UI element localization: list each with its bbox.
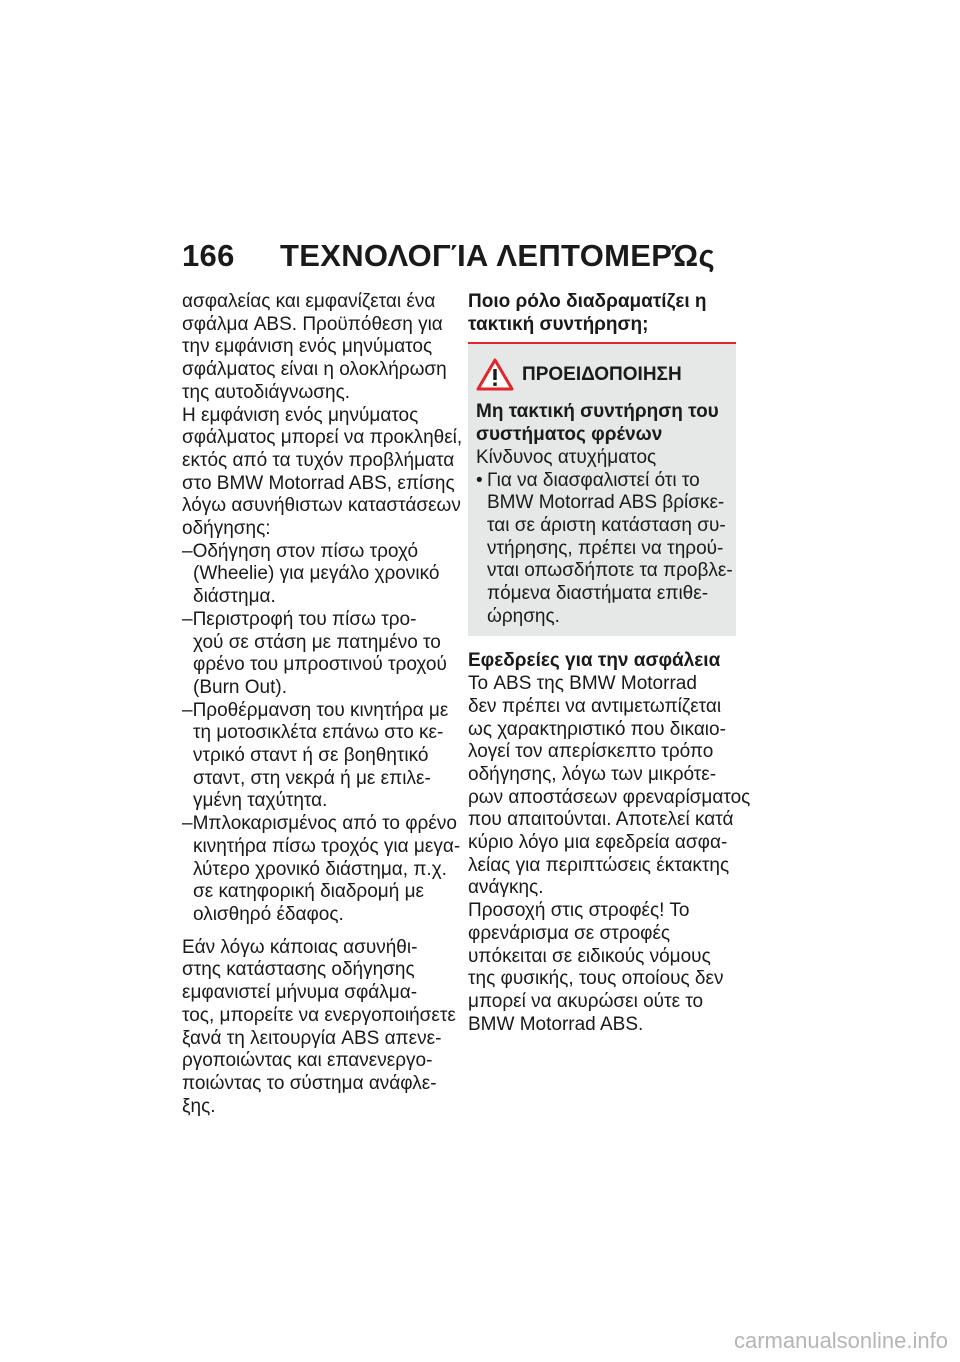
bullet-dot: • <box>476 469 483 491</box>
warning-title <box>476 401 728 446</box>
text-line: στης κατάστασης οδήγησης <box>182 959 415 981</box>
warning-box <box>468 344 736 636</box>
text-line: ολισθηρό έδαφος. <box>193 903 344 925</box>
section-heading: Εφεδρείες για την ασφάλεια <box>468 650 721 672</box>
text-line: BMW Motorrad ABS βρίσκε- <box>487 492 725 514</box>
paragraph <box>182 404 463 541</box>
text-line: υπόκειται σε ειδικούς νόμους <box>468 945 711 967</box>
text-line: –Προθέρμανση του κινητήρα με <box>182 699 449 721</box>
text-line: Εάν λόγω κάποιας ασυνήθι- <box>182 936 418 958</box>
text-line: ώρησης. <box>487 605 560 627</box>
text-line: λόγω ασυνήθιστων καταστάσεων <box>182 495 461 517</box>
text-line: Για να διασφαλιστεί ότι το <box>487 469 700 491</box>
text-line: ντήρησης, πρέπει να τηρού- <box>487 537 724 559</box>
chapter-title: ΤΕΧΝΟΛΟΓΊΑ ΛΕΠΤΟΜΕΡΏς <box>280 238 715 273</box>
text-line: ται σε άριστη κατάσταση συ- <box>487 514 726 536</box>
text-line: οδήγησης: <box>182 518 271 540</box>
list-item <box>182 700 457 814</box>
text-line: Προσοχή στις στροφές! Το <box>468 900 690 922</box>
text-line: κινητήρα πίσω τροχός για μεγα- <box>193 835 461 857</box>
warning-risk: Κίνδυνος ατυχήματος <box>476 446 657 468</box>
text-line: λογεί τον απερίσκεπτο τρόπο <box>468 741 714 763</box>
text-line: ντρικό σταντ ή σε βοηθητικό <box>193 745 429 767</box>
text-line: την εμφάνιση ενός μηνύματος <box>182 336 433 358</box>
text-line: κύριο λόγο μια εφεδρεία ασφα- <box>468 832 728 854</box>
list-item <box>182 541 457 609</box>
text-line: σφάλματος μπορεί να προκληθεί, <box>182 427 463 449</box>
text-line: σταντ, στη νεκρά ή με επιλε- <box>193 767 431 789</box>
text-line: (Wheelie) για μεγάλο χρονικό <box>193 563 440 585</box>
text-line: δεν πρέπει να αντιμετωπίζεται <box>468 695 722 717</box>
list-item <box>182 609 457 700</box>
text-line: σε κατηφορική διαδρομή με <box>193 881 425 903</box>
text-line: Η εμφάνιση ενός μηνύματος <box>182 404 419 426</box>
text-line: –Μπλοκαρισμένος από το φρένο <box>182 813 457 835</box>
text-line: της αυτοδιάγνωσης. <box>182 381 351 403</box>
text-line: σφάλμα ABS. Προϋπόθεση για <box>182 313 443 335</box>
paragraph <box>182 937 457 1119</box>
text-line: γμένη ταχύτητα. <box>193 790 328 812</box>
text-line: οδήγησης, λόγω των μικρότε- <box>468 763 717 785</box>
warning-triangle-icon <box>476 358 514 391</box>
text-line: (Burn Out). <box>193 676 287 698</box>
text-line: μπορεί να ακυρώσει ούτε το <box>468 990 704 1012</box>
text-line: χού σε στάση με πατημένο το <box>193 631 441 653</box>
list-item <box>182 813 461 927</box>
paragraph <box>182 291 457 405</box>
page-header <box>182 238 715 274</box>
paragraph <box>468 900 743 1036</box>
text-line: λύτερο χρονικό διάστημα, π.χ. <box>193 858 447 880</box>
warning-label: ΠΡΟΕΙΔΟΠΟΙΗΣΗ <box>522 363 682 385</box>
text-line: τακτική συντήρηση; <box>468 313 649 335</box>
text-line: ρων αποστάσεων φρεναρίσματος <box>468 786 751 808</box>
text-line: ασφαλείας και εμφανίζεται ένα <box>182 291 436 312</box>
text-line: τος, μπορείτε να ενεργοποιήσετε <box>182 1004 456 1026</box>
page-number: 166 <box>182 238 235 273</box>
text-line: BMW Motorrad ABS. <box>468 1013 644 1035</box>
text-line: Το ABS της BMW Motorrad <box>468 673 697 695</box>
text-line: συστήματος φρένων <box>476 424 663 446</box>
text-line: που απαιτούνται. Αποτελεί κατά <box>468 809 734 831</box>
text-line: ργοποιώντας και επανενεργο- <box>182 1050 433 1072</box>
text-line: της φυσικής, τους οποίους δεν <box>468 968 724 990</box>
text-line: διάστημα. <box>193 586 276 608</box>
text-line: ξης. <box>182 1095 216 1117</box>
text-line: πόμενα διαστήματα επιθε- <box>487 583 709 605</box>
text-line: ξανά τη λειτουργία ABS απενε- <box>182 1027 442 1049</box>
text-line: νται οπωσδήποτε τα προβλε- <box>487 560 733 582</box>
text-line: –Οδήγηση στον πίσω τροχό <box>182 540 419 562</box>
text-line: Μη τακτική συντήρηση του <box>476 401 719 423</box>
text-line: φρένο του μπροστινού τροχού <box>193 654 447 676</box>
section-heading <box>468 291 743 336</box>
left-column <box>182 291 463 1118</box>
text-line: ανάγκης. <box>468 877 544 899</box>
text-line: ως χαρακτηριστικό που δικαιο- <box>468 718 726 740</box>
text-line: φρενάρισμα σε στροφές <box>468 922 671 944</box>
watermark: carmanualsonline.info <box>733 1328 948 1353</box>
warning-bullet <box>476 469 733 629</box>
text-line: τη μοτοσικλέτα επάνω στο κε- <box>193 722 444 744</box>
text-line: Ποιο ρόλο διαδραματίζει η <box>468 291 707 312</box>
text-line: –Περιστροφή του πίσω τρο- <box>182 608 417 630</box>
dash-list <box>182 540 461 927</box>
paragraph <box>468 673 751 900</box>
text-line: εκτός από τα τυχόν προβλήματα <box>182 449 455 471</box>
text-line: στο BMW Motorrad ABS, επίσης <box>182 472 455 494</box>
text-line: σφάλματος είναι η ολοκλήρωση <box>182 359 447 381</box>
text-line: ποιώντας το σύστημα ανάφλε- <box>182 1072 437 1094</box>
text-line: εμφανιστεί μήνυμα σφάλμα- <box>182 982 418 1004</box>
text-line: λείας για περιπτώσεις έκτακτης <box>468 854 730 876</box>
right-column <box>468 291 751 1036</box>
